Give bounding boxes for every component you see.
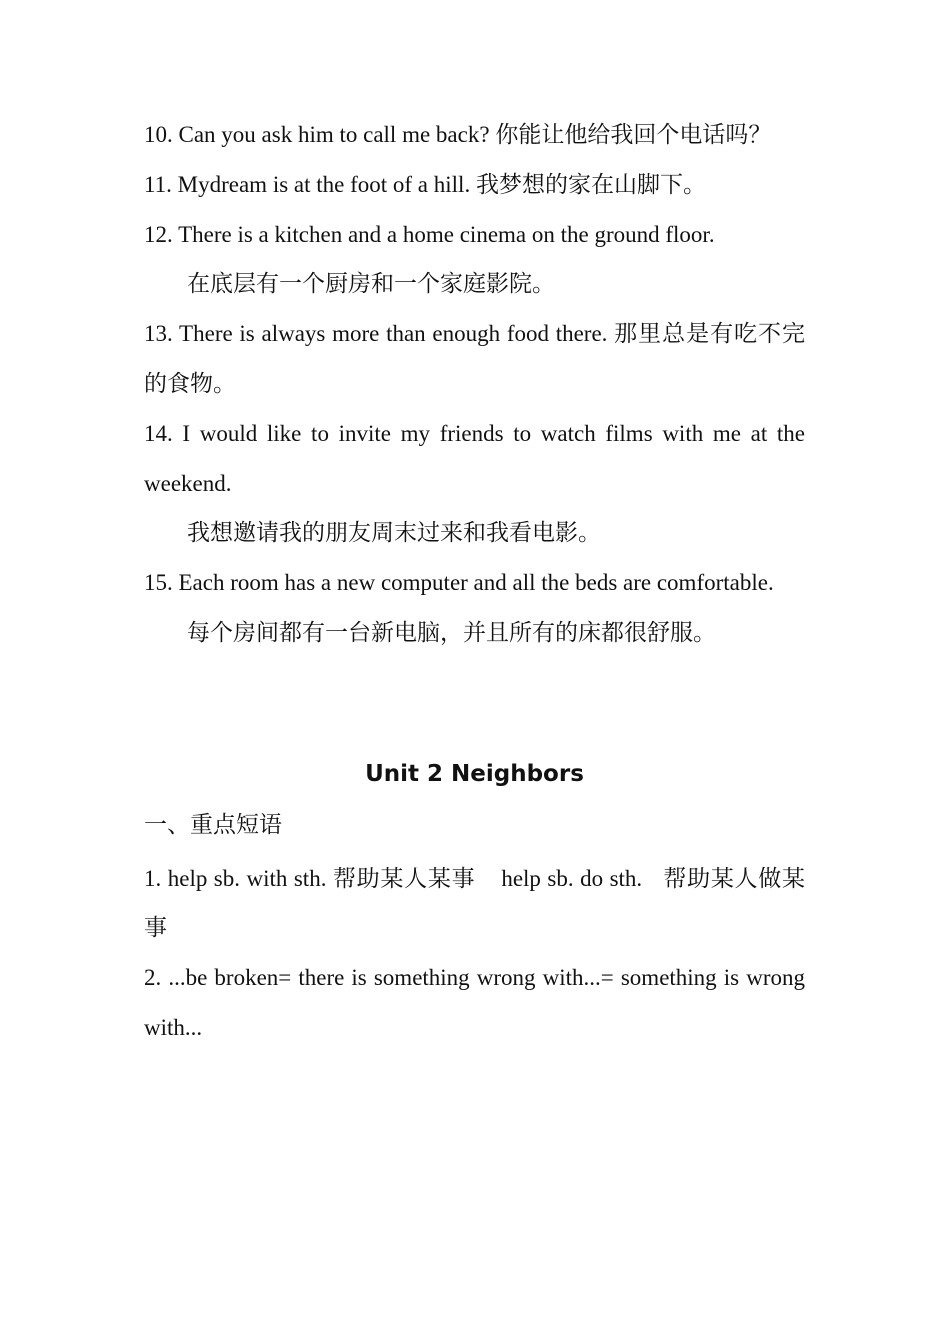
section-title: 一、重点短语: [144, 811, 282, 837]
unit-title: Unit 2 Neighbors: [365, 760, 584, 787]
sentence-15-en: 15. Each room has a new computer and all the beds are comfortable.: [144, 570, 774, 596]
sentence-10: 10. Can you ask him to call me back? 你能让他给我回个电话吗？: [144, 122, 772, 147]
phrase-1: 1. help sb. with sth. 帮助某人某事 help sb. do sth. 帮助某人做某事: [144, 865, 806, 941]
sentence-14-zh: 我想邀请我的朋友周末过来和我看电影。: [187, 520, 601, 546]
sentence-12-zh: 在底层有一个厨房和一个家庭影院。: [187, 271, 555, 297]
sentence-11: 11. Mydream is at the foot of a hill. 我梦想的家在山脚下。: [144, 171, 706, 197]
phrase-2: 2. ...be broken= there is something wrong with...= something is wrong with...: [144, 965, 805, 1040]
sentence-14-en: 14. I would like to invite my friends to watch films with me at the weekend.: [144, 420, 805, 496]
sentence-13: 13. There is always more than enough food there. 那里总是有吃不完的食物。: [144, 321, 806, 396]
sentence-15-zh: 每个房间都有一台新电脑，并且所有的床都很舒服。: [187, 619, 716, 645]
sentence-12-en: 12. There is a kitchen and a home cinema on the ground floor.: [144, 221, 715, 247]
document-page: [144, 110, 805, 1053]
